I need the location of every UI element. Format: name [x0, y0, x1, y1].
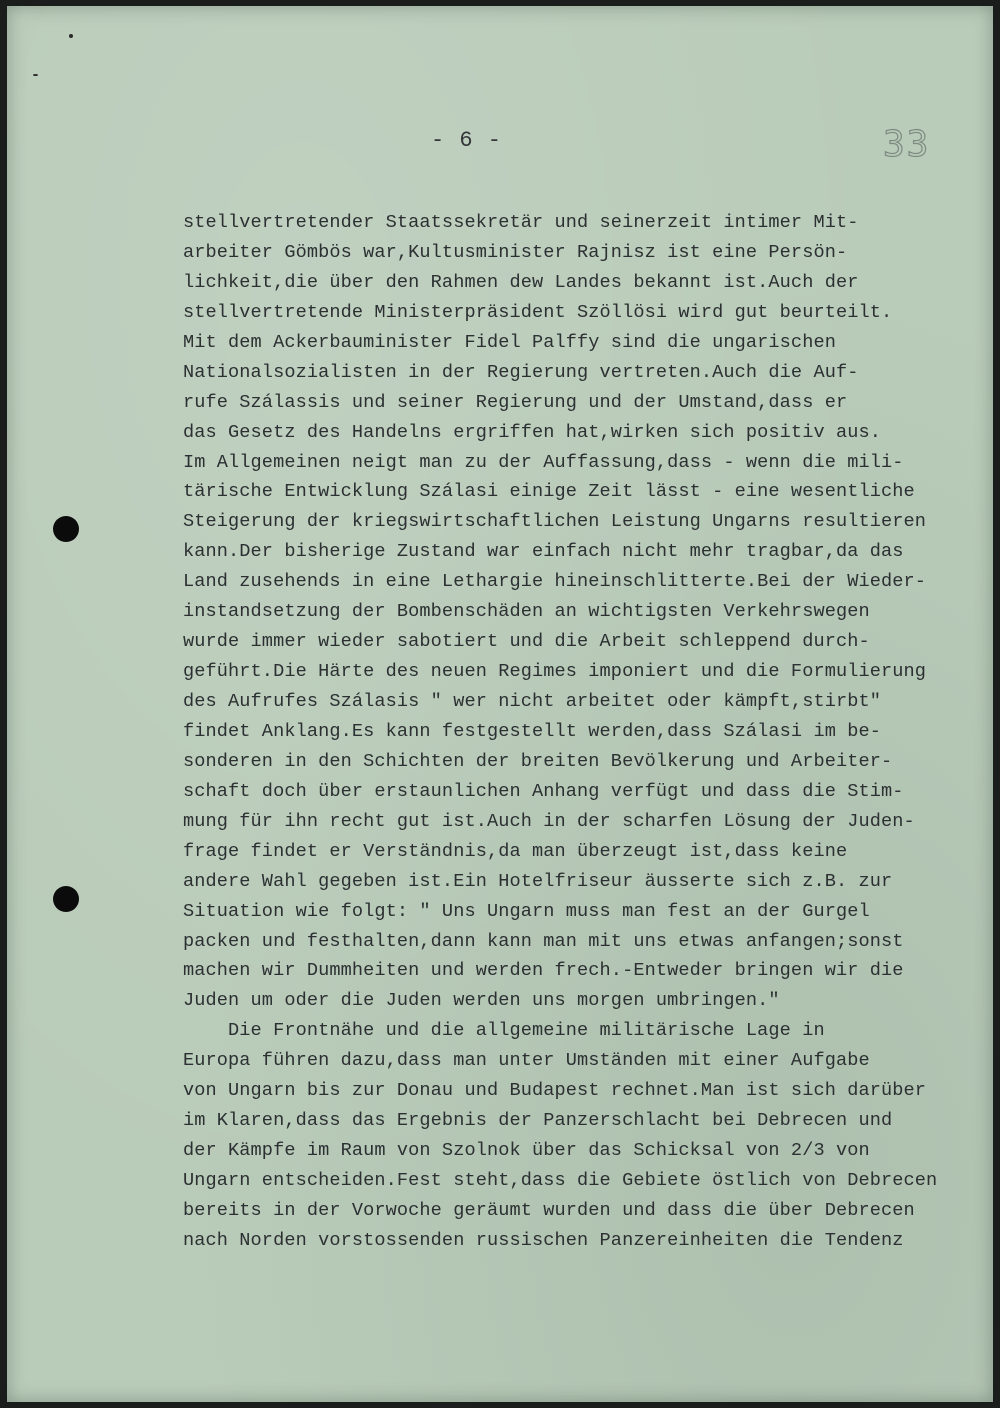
ink-speck [33, 74, 38, 76]
text-line: stellvertretende Ministerpräsident Szöllösi wird gut beurteilt. [183, 301, 893, 323]
text-line: bereits in der Vorwoche geräumt wurden und dass die über Debrecen [183, 1199, 915, 1221]
text-line: packen und festhalten,dann kann man mit uns etwas anfangen;sonst [183, 930, 904, 952]
text-line: geführt.Die Härte des neuen Regimes imponiert und die Formulierung [183, 661, 927, 683]
text-line: stellvertretender Staatssekretär und seinerzeit intimer Mit- [183, 212, 859, 233]
text-line: Mit dem Ackerbauminister Fidel Palffy sind die ungarischen [183, 331, 836, 353]
punch-hole [53, 516, 79, 542]
page-number: - 6 - [431, 128, 503, 153]
text-line: andere Wahl gegeben ist.Ein Hotelfriseur äusserte sich z.B. zur [183, 870, 893, 892]
text-line: des Aufrufes Szálasis " wer nicht arbeitet oder kämpft,stirbt" [183, 691, 881, 712]
document-page [7, 6, 993, 1402]
text-line: sonderen in den Schichten der breiten Bevölkerung und Arbeiter- [183, 750, 893, 772]
text-line: rufe Szálassis und seiner Regierung und der Umstand,dass er [183, 391, 848, 413]
text-line: Juden um oder die Juden werden uns morgen umbringen." [183, 990, 780, 1012]
text-line: der Kämpfe im Raum von Szolnok über das Schicksal von 2/3 von [183, 1140, 870, 1162]
text-line: das Gesetz des Handelns ergriffen hat,wirken sich positiv aus. [183, 421, 881, 443]
text-line: Steigerung der kriegswirtschaftlichen Leistung Ungarns resultieren [183, 511, 927, 533]
stamped-folio-number: 33 [883, 124, 931, 165]
text-line: tärische Entwicklung Szálasi einige Zeit lässt - eine wesentliche [183, 481, 915, 503]
text-line: lichkeit,die über den Rahmen dew Landes bekannt ist.Auch der [183, 271, 859, 293]
text-line: Ungarn entscheiden.Fest steht,dass die Gebiete östlich von Debrecen [183, 1170, 938, 1191]
text-line: Die Frontnähe und die allgemeine militärische Lage in [183, 1020, 825, 1042]
text-line: Europa führen dazu,dass man unter Umständen mit einer Aufgabe [183, 1050, 870, 1072]
text-line: im Klaren,dass das Ergebnis der Panzerschlacht bei Debrecen und [183, 1110, 893, 1132]
typewritten-body-text [183, 208, 993, 1256]
text-line: frage findet er Verständnis,da man überzeugt ist,dass keine [183, 840, 848, 862]
text-line: von Ungarn bis zur Donau und Budapest rechnet.Man ist sich darüber [183, 1080, 927, 1102]
text-line: mung für ihn recht gut ist.Auch in der scharfen Lösung der Juden- [183, 810, 915, 832]
text-line: Land zusehends in eine Lethargie hineinschlitterte.Bei der Wieder- [183, 571, 927, 593]
text-line: arbeiter Gömbös war,Kultusminister Rajnisz ist eine Persön- [183, 241, 848, 263]
text-line: Nationalsozialisten in der Regierung vertreten.Auch die Auf- [183, 361, 859, 383]
text-line: findet Anklang.Es kann festgestellt werden,dass Szálasi im be- [183, 720, 881, 742]
text-line: Im Allgemeinen neigt man zu der Auffassung,dass - wenn die mili- [183, 451, 904, 473]
text-line: instandsetzung der Bombenschäden an wichtigsten Verkehrswegen [183, 601, 870, 623]
punch-hole [53, 886, 79, 912]
ink-speck [69, 34, 73, 38]
text-line: Situation wie folgt: " Uns Ungarn muss man fest an der Gurgel [183, 900, 870, 922]
text-line: schaft doch über erstaunlichen Anhang verfügt und dass die Stim- [183, 780, 904, 802]
text-line: wurde immer wieder sabotiert und die Arbeit schleppend durch- [183, 631, 870, 653]
text-line: kann.Der bisherige Zustand war einfach nicht mehr tragbar,da das [183, 541, 904, 563]
text-line: nach Norden vorstossenden russischen Panzereinheiten die Tendenz [183, 1229, 904, 1251]
text-line: machen wir Dummheiten und werden frech.-Entweder bringen wir die [183, 960, 904, 982]
